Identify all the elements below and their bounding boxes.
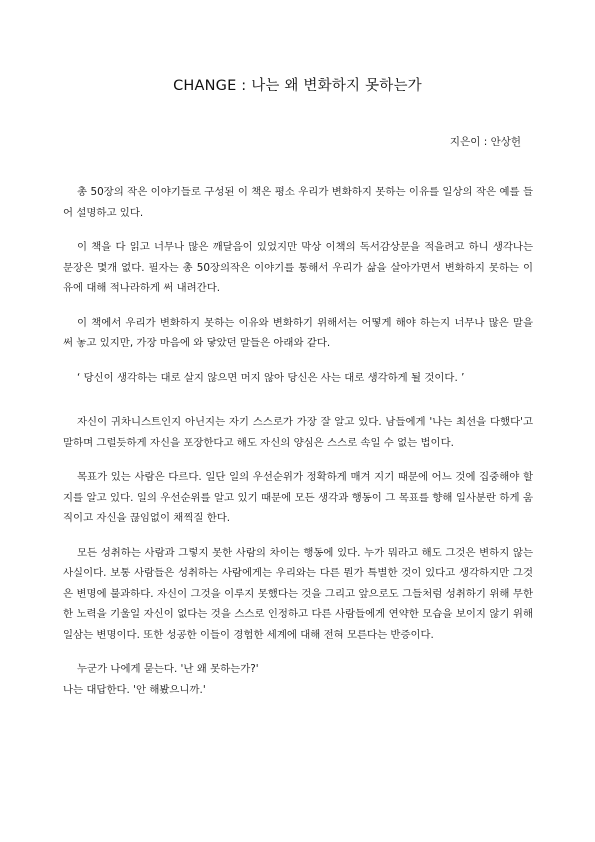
document-title: CHANGE : 나는 왜 변화하지 못하는가 [173, 78, 422, 94]
dialog-question: 누군가 나에게 묻는다. '난 왜 못하는가?' [77, 663, 259, 675]
quote-paragraph: ‘ 당신이 생각하는 대로 살지 않으면 머지 않아 당신은 사는 대로 생각하게 될 것이다. ’ [77, 371, 465, 384]
paragraph: 자신이 귀차니스트인지 아닌지는 자기 스스로가 가장 잘 알고 있다. 남들에게 '나는 최선을 다했다'고 말하며 그럴듯하게 자신을 포장한다고 해도 자신의 양심은 스스로 속일 수 없는 법이다. [63, 416, 533, 449]
document-body [63, 182, 533, 700]
paragraph: 총 50장의 작은 이야기들로 구성된 이 책은 평소 우리가 변화하지 못하는 이유를 일상의 작은 예를 들어 설명하고 있다. [63, 186, 533, 219]
paragraph: 모든 성취하는 사람과 그렇지 못한 사람의 차이는 행동에 있다. 누가 뭐라고 해도 그것은 변하지 않는 사실이다. 보통 사람들은 성취하는 사람에게는 우리와는 다른 뭔가 특별한 것이 있다고 생각하지만 그것은 변명에 불과하다. 자신이 그것을 이루지 못했다는 것을 그리고 앞으로도 그들처럼 성취하기 위해 무한한 노력을 기울일 자신이 없다는 것을 스스로 인정하고 다른 사람들에게 연약한 모습을 보이지 않기 위해 일삼는 변명이다. 또한 성공한 이들이 경험한 세계에 대해 전혀 모른다는 반증이다. [63, 546, 533, 641]
paragraph: 이 책을 다 읽고 너무나 많은 깨달음이 있었지만 막상 이책의 독서감상문을 적을려고 하니 생각나는 문장은 몇개 없다. 필자는 총 50장의작은 이야기를 통해서 우리가 삶을 살아가면서 변화하지 못하는 이유에 대해 적나라하게 써 내려간다. [63, 241, 533, 294]
paragraph: 목표가 있는 사람은 다르다. 일단 일의 우선순위가 정확하게 매겨 지기 때문에 어느 것에 집중해야 할 지를 알고 있다. 일의 우선순위를 알고 있기 때문에 모든 생각과 행동이 그 목표를 향해 일사분란 하게 움직이고 자신을 끊임없이 채찍질 한다. [63, 471, 533, 524]
author-line: 지은이 : 안상헌 [449, 136, 521, 148]
paragraph: 이 책에서 우리가 변화하지 못하는 이유와 변화하기 위해서는 어떻게 해야 하는지 너무나 많은 말을 써 놓고 있지만, 가장 마음에 와 닿았던 말들은 아래와 같다. [63, 316, 533, 349]
dialog-answer: 나는 대답한다. '안 해봤으니까.' [63, 683, 206, 696]
